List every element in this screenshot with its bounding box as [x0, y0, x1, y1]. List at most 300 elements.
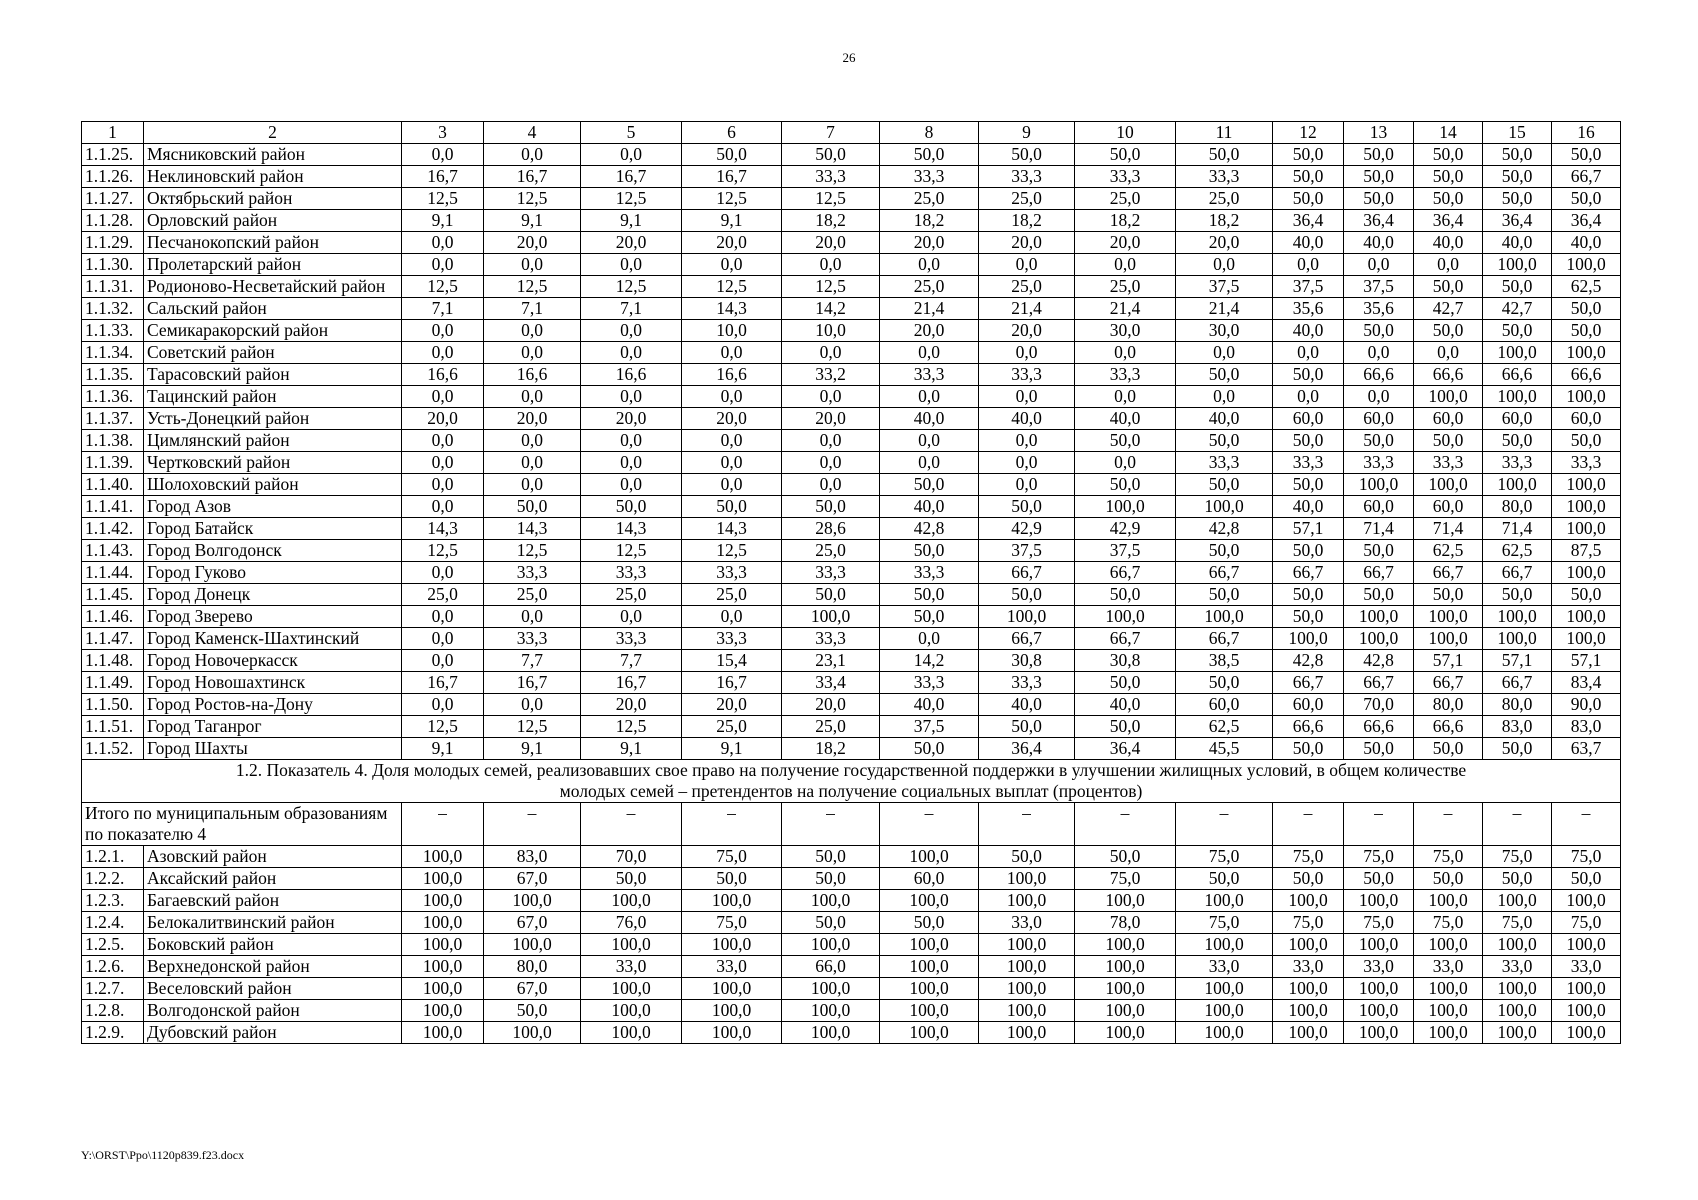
value-cell: 50,0 — [682, 144, 782, 166]
value-cell: 40,0 — [1483, 232, 1552, 254]
value-cell: 80,0 — [484, 956, 581, 978]
value-cell: 50,0 — [1414, 188, 1483, 210]
row-name-cell: Цимлянский район — [144, 430, 402, 452]
value-cell: 62,5 — [1483, 540, 1552, 562]
value-cell: 0,0 — [682, 606, 782, 628]
value-cell: 33,3 — [782, 166, 880, 188]
value-cell: 0,0 — [782, 474, 880, 496]
value-cell: 100,0 — [581, 1000, 682, 1022]
row-code-cell: 1.1.32. — [82, 298, 144, 320]
value-cell: 100,0 — [1344, 1022, 1414, 1044]
value-cell: 67,0 — [484, 912, 581, 934]
value-cell: 50,0 — [1273, 738, 1344, 760]
value-cell: 25,0 — [782, 540, 880, 562]
value-cell: 16,6 — [402, 364, 484, 386]
value-cell: 50,0 — [1075, 672, 1176, 694]
value-cell: 0,0 — [402, 430, 484, 452]
value-cell: 50,0 — [1344, 144, 1414, 166]
value-cell: 9,1 — [402, 738, 484, 760]
row-name-cell: Сальский район — [144, 298, 402, 320]
row-code-cell: 1.1.29. — [82, 232, 144, 254]
value-cell: 100,0 — [1483, 628, 1552, 650]
value-cell: 100,0 — [1075, 1000, 1176, 1022]
value-cell: 100,0 — [1552, 606, 1621, 628]
value-cell: 0,0 — [484, 430, 581, 452]
total-label-cell: Итого по муниципальным образованиям по показателю 4 — [82, 803, 402, 846]
value-cell: 100,0 — [682, 1022, 782, 1044]
value-cell: 100,0 — [1552, 1022, 1621, 1044]
value-cell: 36,4 — [1273, 210, 1344, 232]
value-cell: 33,3 — [880, 166, 979, 188]
value-cell: 50,0 — [1483, 320, 1552, 342]
value-cell: 57,1 — [1414, 650, 1483, 672]
value-cell: 50,0 — [1552, 868, 1621, 890]
value-cell: – — [880, 803, 979, 846]
value-cell: 0,0 — [581, 144, 682, 166]
value-cell: 0,0 — [979, 474, 1075, 496]
value-cell: 57,1 — [1483, 650, 1552, 672]
value-cell: 50,0 — [1273, 430, 1344, 452]
row-name-cell: Город Азов — [144, 496, 402, 518]
section-title: 1.2. Показатель 4. Доля молодых семей, реализовавших свое право на получение государственной поддержки в улучшении жилищных условий, в общем количестве молодых семей – претендентов на получение социальных выплат (процентов) — [82, 760, 1621, 803]
value-cell: 40,0 — [1075, 408, 1176, 430]
value-cell: 7,7 — [581, 650, 682, 672]
value-cell: 100,0 — [1552, 934, 1621, 956]
value-cell: 100,0 — [1552, 474, 1621, 496]
value-cell: 20,0 — [782, 408, 880, 430]
table-row — [82, 232, 1621, 254]
value-cell: 0,0 — [1344, 386, 1414, 408]
value-cell: 20,0 — [979, 232, 1075, 254]
value-cell: 0,0 — [1176, 254, 1273, 276]
value-cell: 0,0 — [484, 386, 581, 408]
value-cell: 100,0 — [682, 934, 782, 956]
value-cell: 66,6 — [1273, 716, 1344, 738]
value-cell: 50,0 — [880, 606, 979, 628]
value-cell: 10,0 — [782, 320, 880, 342]
value-cell: 50,0 — [1075, 430, 1176, 452]
value-cell: 37,5 — [1273, 276, 1344, 298]
value-cell: 50,0 — [1414, 584, 1483, 606]
value-cell: 100,0 — [782, 1000, 880, 1022]
value-cell: 66,7 — [979, 628, 1075, 650]
column-number-cell: 10 — [1075, 122, 1176, 144]
column-number-cell: 2 — [144, 122, 402, 144]
value-cell: 0,0 — [880, 628, 979, 650]
value-cell: 33,0 — [1176, 956, 1273, 978]
value-cell: 100,0 — [682, 1000, 782, 1022]
value-cell: 21,4 — [880, 298, 979, 320]
value-cell: 0,0 — [402, 628, 484, 650]
value-cell: 20,0 — [782, 232, 880, 254]
row-name-cell: Город Волгодонск — [144, 540, 402, 562]
value-cell: 42,9 — [1075, 518, 1176, 540]
row-code-cell: 1.2.8. — [82, 1000, 144, 1022]
value-cell: 25,0 — [1075, 276, 1176, 298]
value-cell: 50,0 — [1344, 868, 1414, 890]
value-cell: 9,1 — [682, 210, 782, 232]
value-cell: 12,5 — [402, 188, 484, 210]
value-cell: 25,0 — [880, 276, 979, 298]
value-cell: 100,0 — [1344, 474, 1414, 496]
value-cell: 0,0 — [402, 474, 484, 496]
row-name-cell: Город Новочеркасск — [144, 650, 402, 672]
value-cell: 100,0 — [782, 978, 880, 1000]
value-cell: 75,0 — [1344, 912, 1414, 934]
value-cell: 0,0 — [1176, 342, 1273, 364]
value-cell: 0,0 — [880, 254, 979, 276]
value-cell: 0,0 — [402, 452, 484, 474]
value-cell: 50,0 — [1273, 474, 1344, 496]
value-cell: 0,0 — [782, 452, 880, 474]
row-name-cell: Усть-Донецкий район — [144, 408, 402, 430]
value-cell: 75,0 — [1552, 912, 1621, 934]
value-cell: 42,7 — [1483, 298, 1552, 320]
value-cell: 70,0 — [581, 846, 682, 868]
column-number-cell: 3 — [402, 122, 484, 144]
value-cell: 100,0 — [979, 890, 1075, 912]
value-cell: 100,0 — [979, 1000, 1075, 1022]
value-cell: 100,0 — [979, 1022, 1075, 1044]
value-cell: 0,0 — [682, 452, 782, 474]
value-cell: 33,3 — [1075, 166, 1176, 188]
value-cell: 33,3 — [581, 628, 682, 650]
value-cell: 75,0 — [1176, 846, 1273, 868]
value-cell: 50,0 — [782, 868, 880, 890]
value-cell: 30,8 — [1075, 650, 1176, 672]
value-cell: 0,0 — [979, 430, 1075, 452]
value-cell: 83,0 — [484, 846, 581, 868]
value-cell: 33,4 — [782, 672, 880, 694]
value-cell: 100,0 — [1552, 386, 1621, 408]
value-cell: 16,7 — [682, 166, 782, 188]
row-name-cell: Город Каменск-Шахтинский — [144, 628, 402, 650]
value-cell: 0,0 — [484, 694, 581, 716]
value-cell: 0,0 — [1273, 342, 1344, 364]
value-cell: 14,2 — [782, 298, 880, 320]
value-cell: 0,0 — [1075, 254, 1176, 276]
value-cell: 66,7 — [1483, 672, 1552, 694]
value-cell: 50,0 — [1414, 430, 1483, 452]
value-cell: – — [1273, 803, 1344, 846]
value-cell: 0,0 — [782, 430, 880, 452]
value-cell: 33,3 — [880, 672, 979, 694]
value-cell: 40,0 — [1075, 694, 1176, 716]
value-cell: 9,1 — [484, 210, 581, 232]
value-cell: 33,0 — [1552, 956, 1621, 978]
value-cell: 16,7 — [402, 672, 484, 694]
value-cell: 100,0 — [1176, 934, 1273, 956]
value-cell: 50,0 — [1483, 144, 1552, 166]
value-cell: 21,4 — [1176, 298, 1273, 320]
row-code-cell: 1.1.51. — [82, 716, 144, 738]
value-cell: – — [1414, 803, 1483, 846]
data-table — [81, 121, 1621, 1044]
value-cell: 100,0 — [1483, 254, 1552, 276]
table-row — [82, 846, 1621, 868]
value-cell: 66,7 — [1552, 166, 1621, 188]
value-cell: 90,0 — [1552, 694, 1621, 716]
value-cell: 20,0 — [402, 408, 484, 430]
value-cell: 33,3 — [1483, 452, 1552, 474]
value-cell: 100,0 — [581, 890, 682, 912]
value-cell: 50,0 — [1414, 276, 1483, 298]
value-cell: 100,0 — [1414, 474, 1483, 496]
row-name-cell: Тацинский район — [144, 386, 402, 408]
value-cell: 50,0 — [1176, 540, 1273, 562]
value-cell: 100,0 — [484, 1022, 581, 1044]
value-cell: 50,0 — [1552, 298, 1621, 320]
value-cell: 7,1 — [402, 298, 484, 320]
value-cell: 100,0 — [1075, 934, 1176, 956]
value-cell: 71,4 — [1414, 518, 1483, 540]
value-cell: 12,5 — [484, 276, 581, 298]
value-cell: 60,0 — [880, 868, 979, 890]
value-cell: 50,0 — [1075, 144, 1176, 166]
value-cell: 100,0 — [782, 1022, 880, 1044]
value-cell: 0,0 — [682, 342, 782, 364]
table-row — [82, 474, 1621, 496]
value-cell: 16,6 — [682, 364, 782, 386]
row-code-cell: 1.1.45. — [82, 584, 144, 606]
value-cell: 0,0 — [880, 342, 979, 364]
value-cell: 16,6 — [581, 364, 682, 386]
value-cell: 50,0 — [880, 738, 979, 760]
value-cell: 50,0 — [1273, 868, 1344, 890]
value-cell: 35,6 — [1273, 298, 1344, 320]
row-name-cell: Волгодонской район — [144, 1000, 402, 1022]
value-cell: 9,1 — [581, 738, 682, 760]
row-code-cell: 1.2.4. — [82, 912, 144, 934]
table-row — [82, 364, 1621, 386]
value-cell: 16,7 — [402, 166, 484, 188]
row-name-cell: Город Батайск — [144, 518, 402, 540]
value-cell: 50,0 — [782, 584, 880, 606]
value-cell: 70,0 — [1344, 694, 1414, 716]
value-cell: 36,4 — [1414, 210, 1483, 232]
value-cell: 87,5 — [1552, 540, 1621, 562]
value-cell: 62,5 — [1552, 276, 1621, 298]
value-cell: 50,0 — [682, 868, 782, 890]
value-cell: 100,0 — [1273, 1022, 1344, 1044]
row-name-cell: Боковский район — [144, 934, 402, 956]
value-cell: 14,3 — [581, 518, 682, 540]
value-cell: 7,1 — [484, 298, 581, 320]
value-cell: 20,0 — [682, 232, 782, 254]
value-cell: 33,3 — [484, 628, 581, 650]
row-code-cell: 1.1.36. — [82, 386, 144, 408]
row-name-cell: Пролетарский район — [144, 254, 402, 276]
value-cell: 75,0 — [1414, 846, 1483, 868]
value-cell: 12,5 — [782, 188, 880, 210]
value-cell: 100,0 — [402, 934, 484, 956]
value-cell: 18,2 — [782, 738, 880, 760]
value-cell: 0,0 — [402, 650, 484, 672]
value-cell: 42,9 — [979, 518, 1075, 540]
value-cell: 42,7 — [1414, 298, 1483, 320]
value-cell: 75,0 — [682, 846, 782, 868]
value-cell: 100,0 — [1414, 1022, 1483, 1044]
value-cell: 50,0 — [581, 496, 682, 518]
value-cell: 50,0 — [880, 540, 979, 562]
value-cell: 20,0 — [682, 408, 782, 430]
value-cell: 100,0 — [1273, 978, 1344, 1000]
row-code-cell: 1.1.41. — [82, 496, 144, 518]
table-row — [82, 606, 1621, 628]
value-cell: 100,0 — [402, 846, 484, 868]
value-cell: 0,0 — [402, 606, 484, 628]
row-code-cell: 1.1.48. — [82, 650, 144, 672]
row-name-cell: Белокалитвинский район — [144, 912, 402, 934]
value-cell: 14,3 — [484, 518, 581, 540]
row-name-cell: Семикаракорский район — [144, 320, 402, 342]
value-cell: 40,0 — [880, 408, 979, 430]
value-cell: 50,0 — [1414, 738, 1483, 760]
value-cell: 100,0 — [1176, 1000, 1273, 1022]
value-cell: 100,0 — [1483, 934, 1552, 956]
value-cell: 75,0 — [1273, 846, 1344, 868]
value-cell: 7,1 — [581, 298, 682, 320]
value-cell: 100,0 — [484, 890, 581, 912]
value-cell: 100,0 — [402, 1022, 484, 1044]
value-cell: 0,0 — [581, 320, 682, 342]
value-cell: 28,6 — [782, 518, 880, 540]
value-cell: 40,0 — [1273, 320, 1344, 342]
value-cell: 20,0 — [682, 694, 782, 716]
value-cell: 0,0 — [402, 232, 484, 254]
table-row — [82, 254, 1621, 276]
value-cell: 100,0 — [484, 934, 581, 956]
value-cell: 60,0 — [1344, 408, 1414, 430]
value-cell: 100,0 — [682, 978, 782, 1000]
value-cell: – — [1075, 803, 1176, 846]
value-cell: 12,5 — [402, 716, 484, 738]
value-cell: 50,0 — [1483, 276, 1552, 298]
value-cell: 76,0 — [581, 912, 682, 934]
value-cell: 50,0 — [1176, 144, 1273, 166]
value-cell: 35,6 — [1344, 298, 1414, 320]
value-cell: 0,0 — [682, 254, 782, 276]
value-cell: 42,8 — [880, 518, 979, 540]
row-name-cell: Шолоховский район — [144, 474, 402, 496]
value-cell: 12,5 — [682, 188, 782, 210]
value-cell: 100,0 — [880, 890, 979, 912]
value-cell: 100,0 — [1483, 978, 1552, 1000]
value-cell: 0,0 — [484, 606, 581, 628]
value-cell: 100,0 — [1075, 1022, 1176, 1044]
value-cell: 57,1 — [1273, 518, 1344, 540]
value-cell: 78,0 — [1075, 912, 1176, 934]
value-cell: 100,0 — [1075, 978, 1176, 1000]
value-cell: 66,6 — [1483, 364, 1552, 386]
value-cell: 100,0 — [880, 846, 979, 868]
row-code-cell: 1.1.25. — [82, 144, 144, 166]
value-cell: 66,7 — [1176, 562, 1273, 584]
table-row — [82, 650, 1621, 672]
value-cell: 100,0 — [880, 934, 979, 956]
value-cell: 100,0 — [402, 978, 484, 1000]
value-cell: 60,0 — [1273, 408, 1344, 430]
value-cell: 100,0 — [1075, 496, 1176, 518]
row-name-cell: Город Шахты — [144, 738, 402, 760]
value-cell: 100,0 — [1552, 562, 1621, 584]
value-cell: 0,0 — [484, 320, 581, 342]
value-cell: 33,3 — [979, 166, 1075, 188]
row-code-cell: 1.1.49. — [82, 672, 144, 694]
value-cell: – — [484, 803, 581, 846]
value-cell: 50,0 — [1414, 144, 1483, 166]
value-cell: 100,0 — [979, 956, 1075, 978]
value-cell: 50,0 — [682, 496, 782, 518]
table-row — [82, 430, 1621, 452]
value-cell: 16,7 — [581, 672, 682, 694]
value-cell: 50,0 — [1344, 738, 1414, 760]
value-cell: 50,0 — [1552, 320, 1621, 342]
value-cell: 33,3 — [682, 628, 782, 650]
value-cell: 9,1 — [402, 210, 484, 232]
column-number-cell: 1 — [82, 122, 144, 144]
value-cell: 33,3 — [880, 562, 979, 584]
row-code-cell: 1.1.40. — [82, 474, 144, 496]
value-cell: 50,0 — [1414, 868, 1483, 890]
row-code-cell: 1.1.33. — [82, 320, 144, 342]
value-cell: 50,0 — [1552, 584, 1621, 606]
value-cell: 0,0 — [581, 452, 682, 474]
row-code-cell: 1.2.5. — [82, 934, 144, 956]
value-cell: 33,3 — [1075, 364, 1176, 386]
value-cell: 0,0 — [1075, 342, 1176, 364]
page-number: 26 — [842, 50, 856, 65]
value-cell: 33,0 — [1483, 956, 1552, 978]
value-cell: 66,7 — [1273, 562, 1344, 584]
row-name-cell: Город Донецк — [144, 584, 402, 606]
value-cell: 9,1 — [581, 210, 682, 232]
column-number-cell: 13 — [1344, 122, 1414, 144]
value-cell: 71,4 — [1483, 518, 1552, 540]
value-cell: 12,5 — [682, 540, 782, 562]
value-cell: 0,0 — [1344, 342, 1414, 364]
value-cell: 20,0 — [581, 408, 682, 430]
value-cell: 100,0 — [1273, 1000, 1344, 1022]
value-cell: 66,0 — [782, 956, 880, 978]
value-cell: 50,0 — [1273, 166, 1344, 188]
value-cell: 23,1 — [782, 650, 880, 672]
value-cell: 100,0 — [1483, 386, 1552, 408]
value-cell: 100,0 — [1176, 496, 1273, 518]
value-cell: 33,3 — [880, 364, 979, 386]
value-cell: 45,5 — [1176, 738, 1273, 760]
value-cell: 50,0 — [782, 912, 880, 934]
value-cell: 80,0 — [1483, 694, 1552, 716]
value-cell: 33,3 — [1273, 452, 1344, 474]
value-cell: 50,0 — [1176, 672, 1273, 694]
value-cell: 60,0 — [1344, 496, 1414, 518]
table-row — [82, 452, 1621, 474]
value-cell: 50,0 — [1273, 364, 1344, 386]
row-name-cell: Город Гуково — [144, 562, 402, 584]
value-cell: 100,0 — [1273, 934, 1344, 956]
value-cell: 18,2 — [1075, 210, 1176, 232]
value-cell: 0,0 — [979, 452, 1075, 474]
table-row — [82, 562, 1621, 584]
value-cell: 50,0 — [1414, 166, 1483, 188]
table-row — [82, 912, 1621, 934]
value-cell: 20,0 — [880, 320, 979, 342]
value-cell: 60,0 — [1176, 694, 1273, 716]
column-number-cell: 8 — [880, 122, 979, 144]
value-cell: 66,7 — [979, 562, 1075, 584]
value-cell: 50,0 — [1344, 584, 1414, 606]
